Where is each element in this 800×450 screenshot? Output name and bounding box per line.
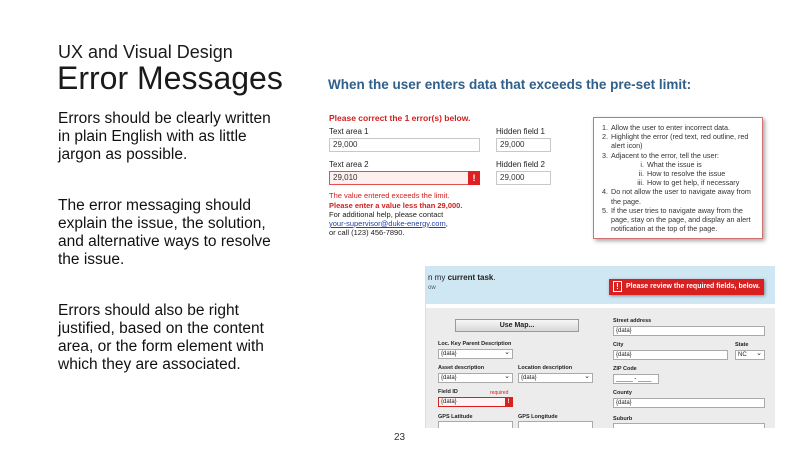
text-area-1-input[interactable]: 29,000 [329, 138, 480, 152]
street-address-label: Street address [613, 318, 652, 324]
hidden-field-2-label: Hidden field 2 [496, 160, 545, 169]
step-subitem: ii. How to resolve the issue [638, 169, 726, 179]
slide-title: Error Messages [57, 60, 283, 96]
county-input[interactable]: {data} [613, 398, 765, 408]
step-item: 1. Allow the user to enter incorrect data. [602, 123, 731, 132]
error-message-less-than: Please enter a value less than 29,000. [329, 201, 463, 210]
location-description-label: Location description [518, 365, 573, 371]
state-select[interactable]: NC ⌄ [735, 350, 765, 360]
error-message-exceeds: The value entered exceeds the limit. [329, 191, 450, 200]
loc-key-parent-select[interactable]: {data} ⌄ [438, 349, 513, 359]
slide-kicker: UX and Visual Design [58, 42, 233, 62]
form-error-header: Please correct the 1 error(s) below. [329, 113, 471, 123]
asset-description-select[interactable]: {data} ⌄ [438, 373, 513, 383]
step-item: 4. Do not allow the user to navigate away from the page. [602, 187, 751, 206]
form-body [426, 308, 775, 428]
step-item: 5. If the user tries to navigate away from the page, stay on the page, and display an alert notification at the top of the page. [602, 205, 751, 234]
alert-icon: ! [468, 171, 480, 185]
step-item: 3. Adjacent to the error, tell the user: [602, 150, 719, 160]
page-number: 23 [394, 432, 406, 443]
field-id-label: Field ID [438, 389, 458, 395]
suburb-input[interactable] [613, 423, 765, 428]
current-task-text: n my current task. [428, 273, 496, 282]
text-area-2-label: Text area 2 [329, 160, 369, 169]
paragraph-explain-issue: The error messaging should explain the issue, the solution, and alternative ways to resolve the issue. [58, 197, 271, 268]
field-id-required-label: required [490, 390, 509, 396]
step-subitem: i. What the issue is [640, 159, 702, 169]
county-label: County [613, 390, 632, 396]
state-label: State [735, 342, 749, 348]
step-subitem: iii. How to get help, if necessary [637, 178, 740, 188]
asset-description-label: Asset description [438, 365, 485, 371]
hidden-field-2-input[interactable]: 29,000 [496, 171, 551, 185]
street-address-input[interactable]: {data} [613, 326, 765, 336]
city-label: City [613, 342, 624, 348]
paragraph-right-justified: Errors should also be right justified, based on the content area, or the form element with which they are associated. [58, 302, 264, 373]
text-area-1-label: Text area 1 [329, 127, 369, 136]
alert-icon: ! [613, 281, 622, 292]
hidden-field-1-label: Hidden field 1 [496, 127, 545, 136]
city-input[interactable]: {data} [613, 350, 728, 360]
hidden-field-1-input[interactable]: 29,000 [496, 138, 551, 152]
loc-key-parent-label: Loc. Key Parent Description [438, 341, 512, 347]
gps-latitude-input[interactable] [438, 421, 513, 428]
contact-comma: , [445, 219, 448, 228]
gps-longitude-label: GPS Longitude [518, 414, 558, 420]
form-screenshot [425, 266, 775, 428]
error-message-help: For additional help, please contact [329, 210, 444, 219]
alert-icon: ! [505, 397, 512, 407]
steps-callout [593, 117, 763, 239]
location-description-select[interactable]: {data} ⌄ [518, 373, 593, 383]
gps-longitude-input[interactable] [518, 421, 593, 428]
suburb-label: Suburb [613, 416, 633, 422]
zip-code-input[interactable]: _____ - ____ [613, 374, 659, 384]
supervisor-email-link[interactable]: your-supervisor@duke-energy.com [329, 219, 446, 228]
gps-latitude-label: GPS Latitude [438, 414, 473, 420]
error-message-phone: or call (123) 456-7890. [329, 228, 405, 237]
text-area-2-input[interactable]: 29,010 [329, 171, 480, 185]
required-fields-alert: ! Please review the required fields, below. [609, 279, 764, 295]
use-map-button[interactable]: Use Map... [455, 319, 579, 332]
step-item: 2. Highlight the error (red text, red outline, red alert icon) [602, 132, 749, 151]
example-headline: When the user enters data that exceeds the pre-set limit: [328, 77, 692, 92]
zip-code-label: ZIP Code [613, 366, 637, 372]
paragraph-plain-english: Errors should be clearly written in plain English with as little jargon as possible. [58, 110, 271, 163]
field-id-input[interactable]: {data} [438, 397, 513, 407]
task-subtext: ow [428, 285, 436, 291]
error-form-example [329, 113, 589, 243]
